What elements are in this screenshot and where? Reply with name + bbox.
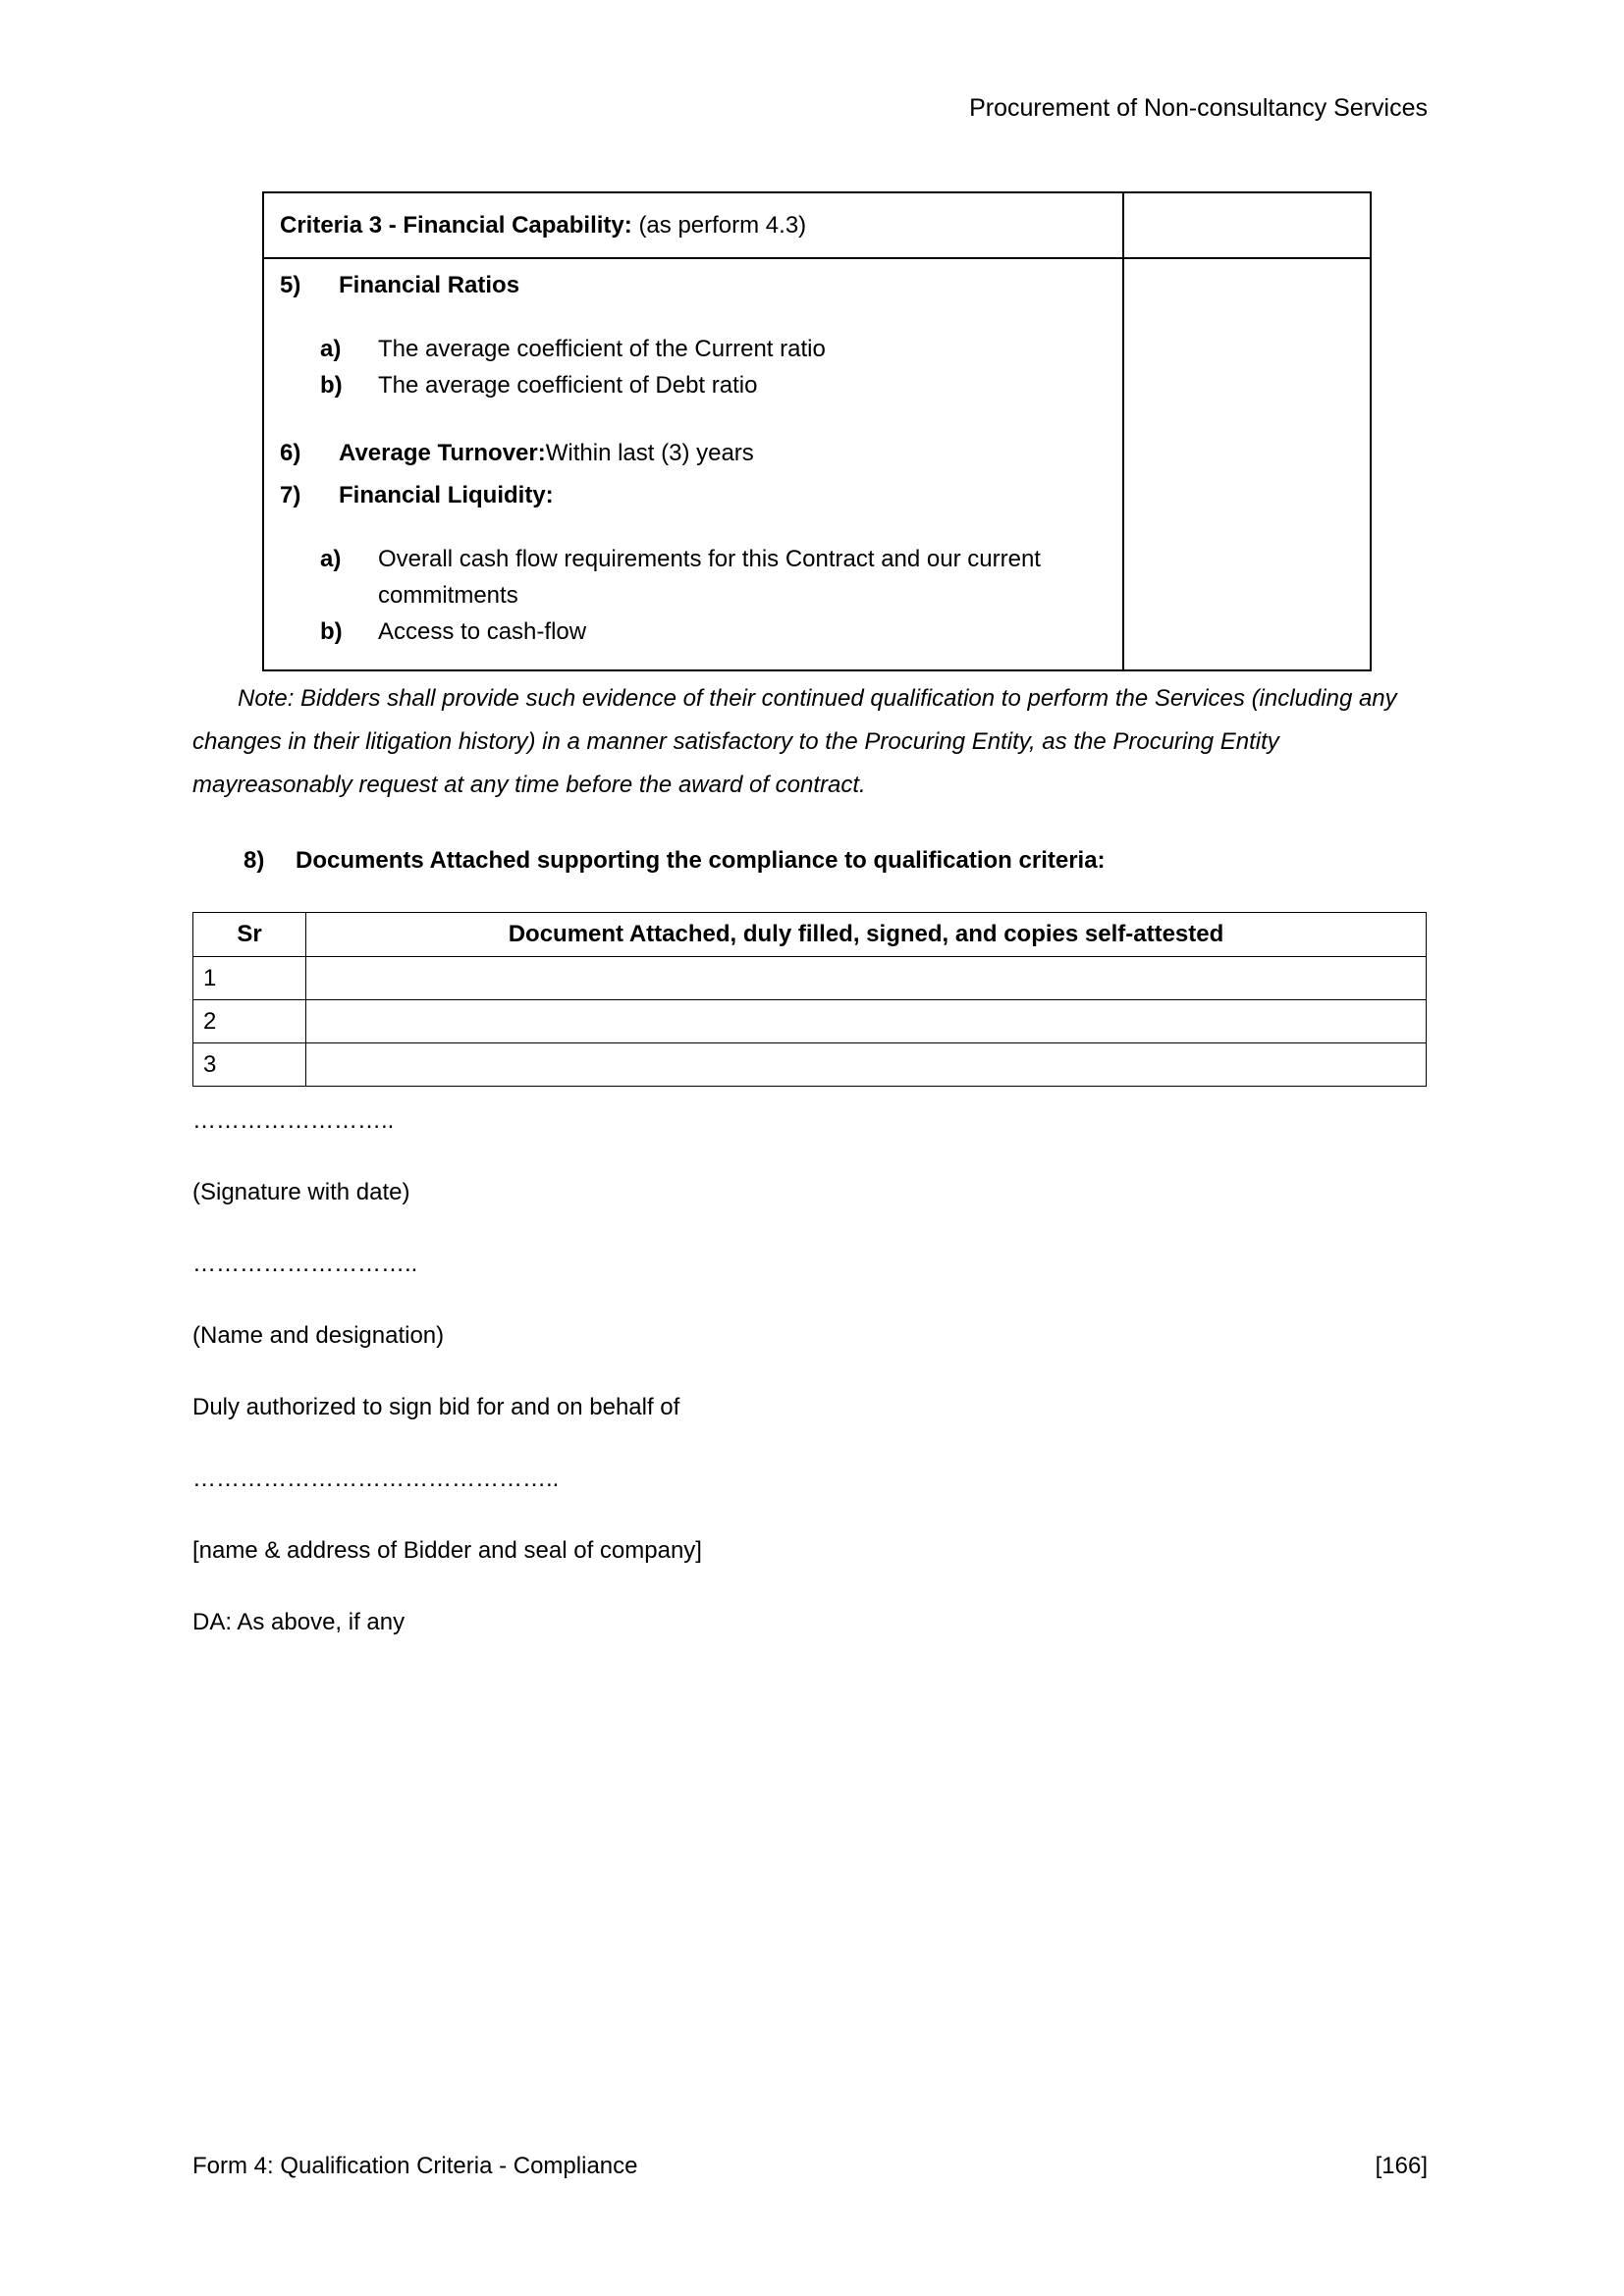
item-label: Financial Ratios <box>339 272 520 298</box>
da-note: DA: As above, if any <box>192 1609 406 1635</box>
item-number: b) <box>320 618 343 645</box>
item-number: b) <box>320 372 343 399</box>
table-row <box>193 1043 1427 1087</box>
criteria-title-cell <box>263 192 1123 258</box>
item-text: Overall cash flow requirements for this Contract and our current commitments <box>378 546 1041 609</box>
item-text: Access to cash-flow <box>378 618 587 645</box>
authorization-text: Duly authorized to sign bid for and on behalf of <box>192 1394 680 1420</box>
sr-cell: 2 <box>193 1000 306 1043</box>
criteria-table <box>262 191 1372 671</box>
criteria-score-cell <box>1123 258 1371 670</box>
sr-cell: 1 <box>193 957 306 1000</box>
page-header-title: Procurement of Non-consultancy Services <box>969 94 1428 122</box>
criteria-item-5b <box>264 367 1122 403</box>
name-dotted-line: ……………………….. <box>192 1251 418 1277</box>
note-paragraph: Note: Bidders shall provide such evidence of their continued qualification to perform the Services (including any changes in their litigation history) in a manner satisfactory to the Procuring Entity, as the Procuring Entity mayreasonably request at any time before the award of contract. <box>192 685 1397 798</box>
section-number: 8) <box>244 847 265 874</box>
item-number: a) <box>320 546 342 572</box>
documents-header-row <box>193 913 1427 957</box>
sr-column-header: Sr <box>193 913 306 957</box>
item-label: Financial Liquidity: <box>339 482 554 508</box>
footer-page-number: [166] <box>1375 2153 1428 2179</box>
criteria-title-rest: (as perform 4.3) <box>638 212 807 239</box>
item-text: The average coefficient of Debt ratio <box>378 372 758 399</box>
table-row <box>193 957 1427 1000</box>
document-cell-empty <box>306 1043 1427 1087</box>
item-number: 6) <box>280 440 301 466</box>
signature-date-label: (Signature with date) <box>192 1179 410 1205</box>
page-footer <box>192 2152 1428 2181</box>
section-8-heading <box>192 842 1428 879</box>
criteria-item-6 <box>264 435 1122 471</box>
footer-form-title: Form 4: Qualification Criteria - Compliance <box>192 2153 638 2179</box>
criteria-title-bold: Criteria 3 - Financial Capability: <box>280 212 632 239</box>
item-number: a) <box>320 336 342 362</box>
criteria-body-row <box>263 258 1371 670</box>
signature-dotted-line: …………………….. <box>192 1107 395 1134</box>
criteria-item-7b <box>264 614 1122 650</box>
table-row <box>193 1000 1427 1043</box>
sr-cell: 3 <box>193 1043 306 1087</box>
item-label: Average Turnover: <box>339 440 546 466</box>
criteria-score-cell <box>1123 192 1371 258</box>
document-cell-empty <box>306 1000 1427 1043</box>
document-column-header: Document Attached, duly filled, signed, and copies self-attested <box>306 913 1427 957</box>
criteria-item-7 <box>264 477 1122 513</box>
criteria-title-row <box>263 192 1371 258</box>
item-text: Within last (3) years <box>545 440 754 466</box>
document-cell-empty <box>306 957 1427 1000</box>
section-label: Documents Attached supporting the compliance to qualification criteria: <box>296 847 1106 874</box>
company-dotted-line: ……………………………………….. <box>192 1466 560 1492</box>
documents-table <box>192 912 1427 1087</box>
bidder-address-label: [name & address of Bidder and seal of company] <box>192 1537 702 1564</box>
item-text: The average coefficient of the Current ratio <box>378 336 826 362</box>
name-designation-label: (Name and designation) <box>192 1322 445 1349</box>
criteria-item-5 <box>264 267 1122 303</box>
item-number: 5) <box>280 272 301 298</box>
item-number: 7) <box>280 482 301 508</box>
criteria-item-5a <box>264 331 1122 367</box>
signature-block <box>192 1102 1428 1640</box>
criteria-item-7a <box>264 541 1122 614</box>
criteria-body-cell <box>263 258 1123 670</box>
